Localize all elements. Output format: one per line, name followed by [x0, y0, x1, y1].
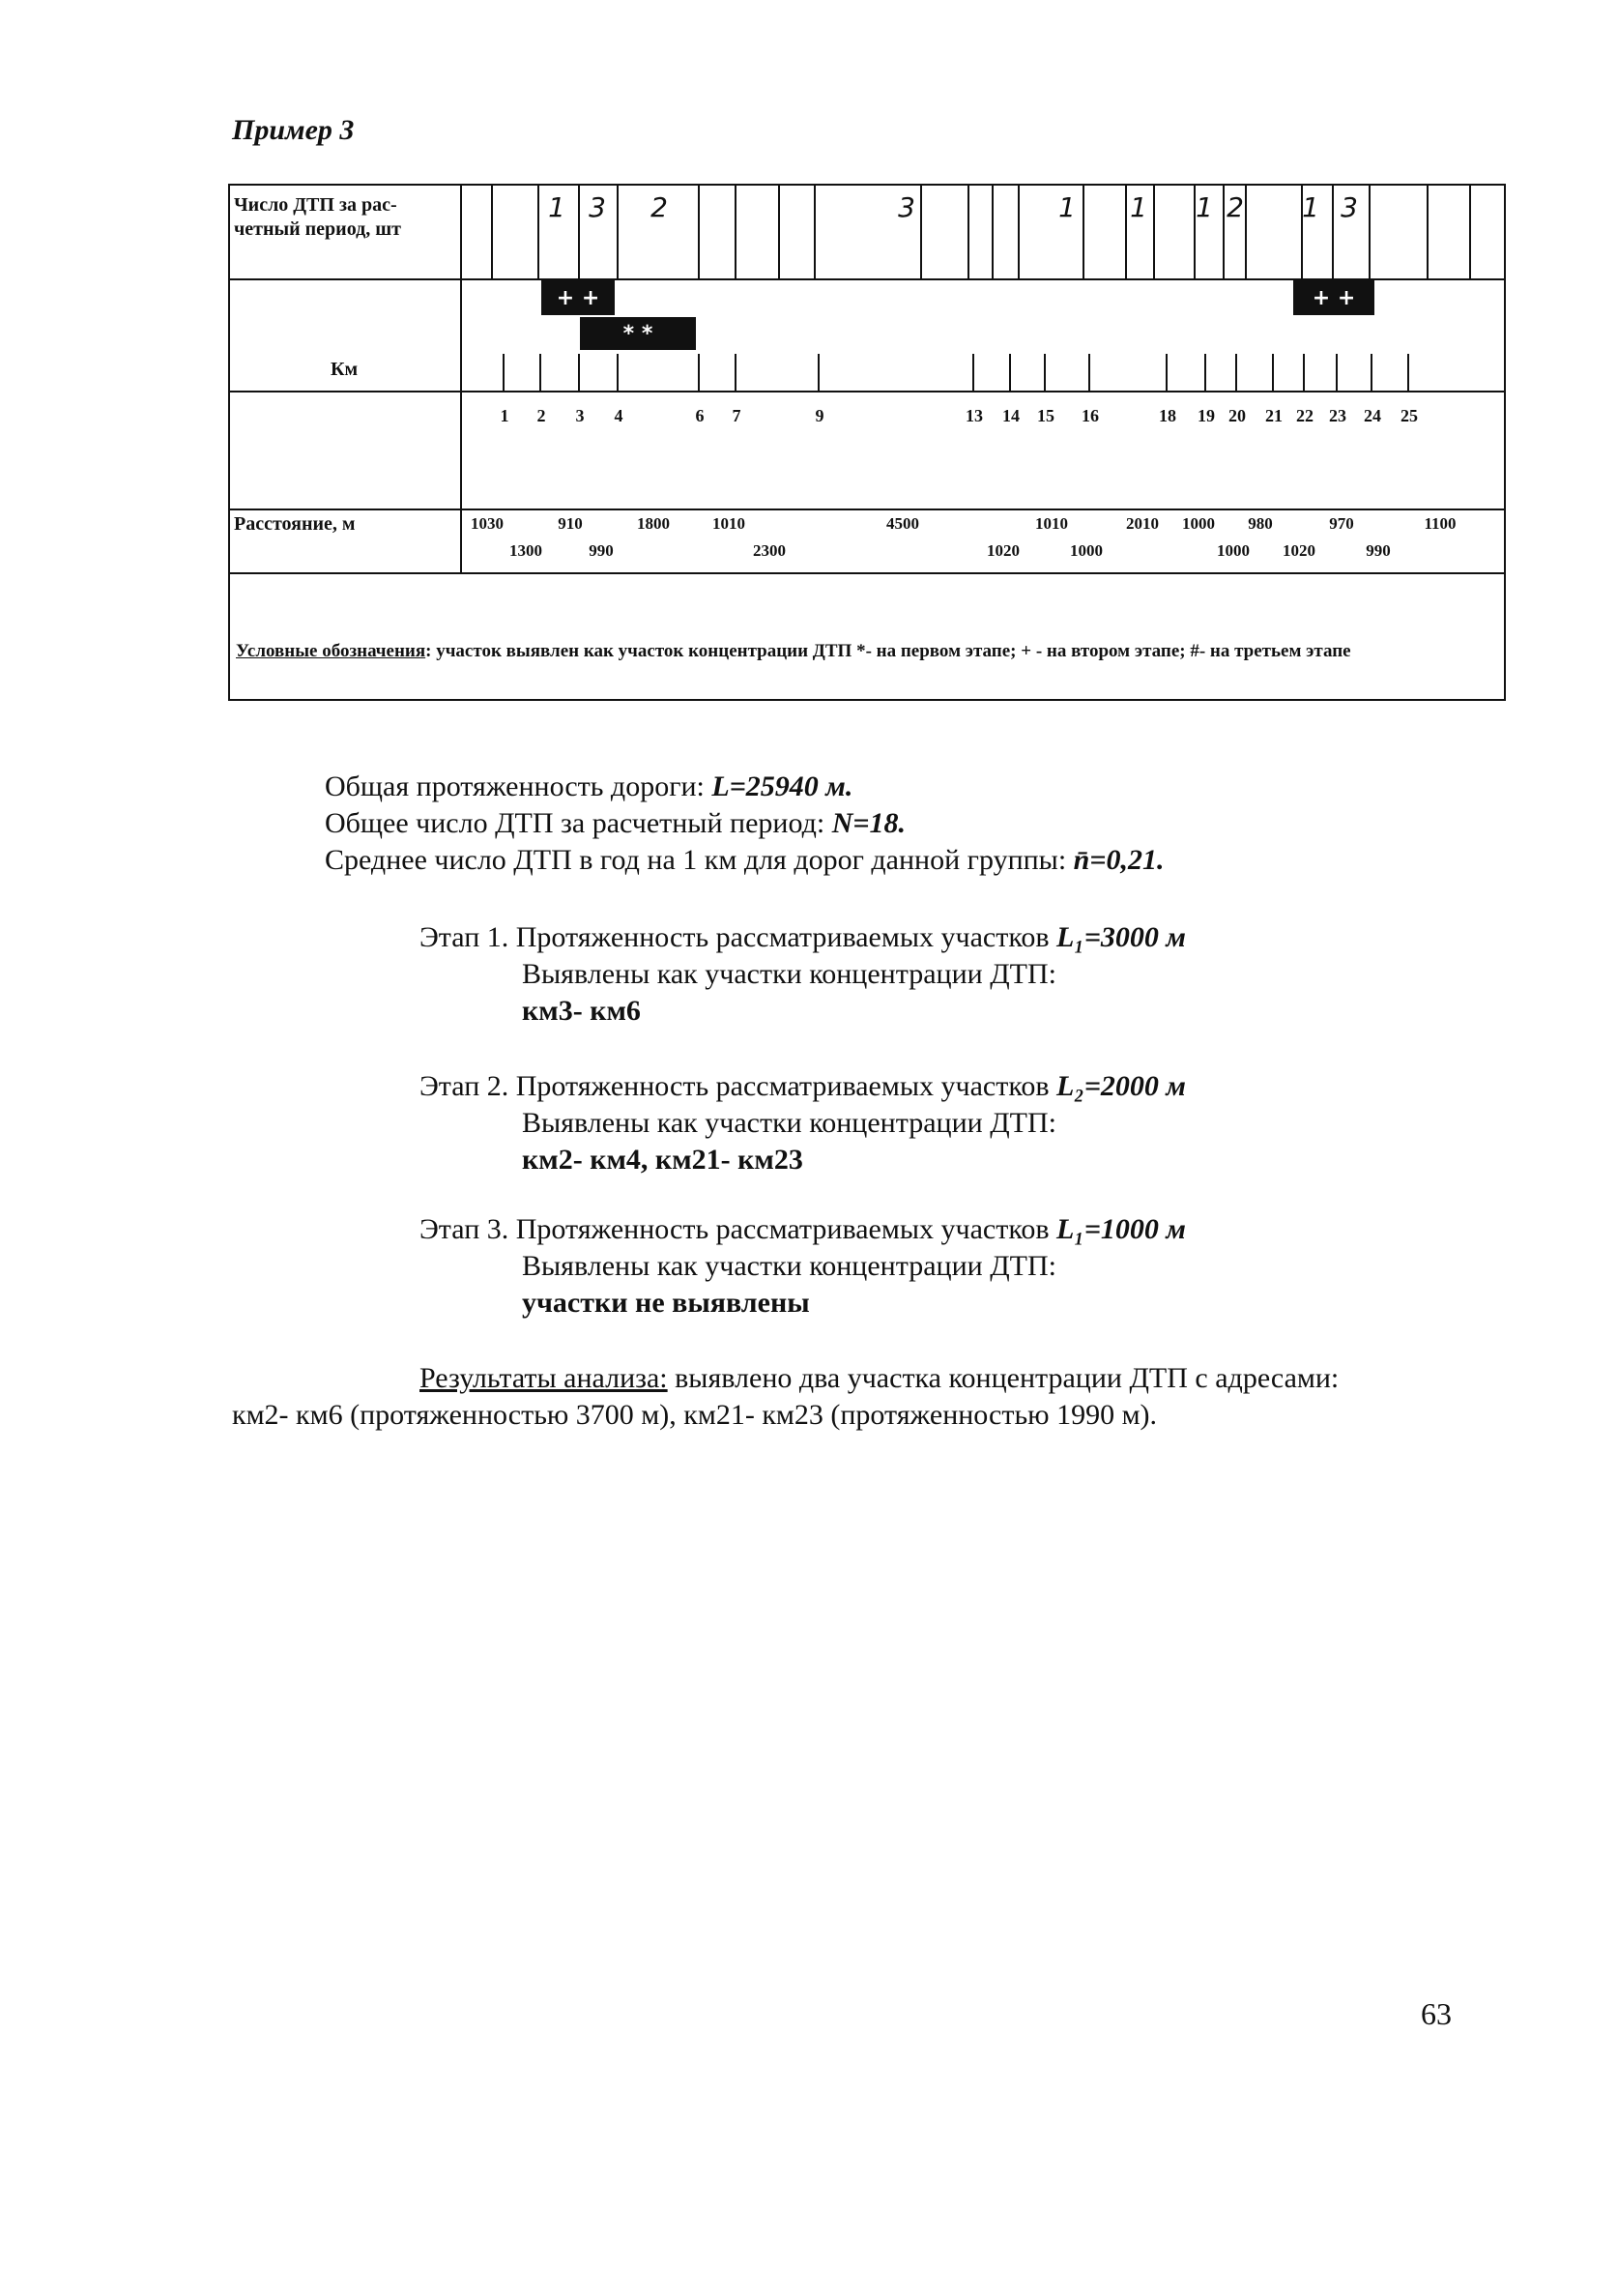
- count-row-label: Число ДТП за рас-четный период, шт: [234, 194, 401, 240]
- distance-value: 1020: [987, 541, 1020, 560]
- row-divider: [230, 509, 1504, 510]
- distance-value: 970: [1329, 514, 1354, 533]
- count-cell-divider: [491, 186, 493, 278]
- stage-1-heading-text: Этап 1. Протяженность рассматриваемых участков: [419, 921, 1057, 953]
- distance-value: 990: [589, 541, 614, 560]
- km-post-tick: [818, 354, 820, 392]
- stage-2-found: Выявлены как участки концентрации ДТП:: [522, 1107, 1056, 1139]
- km-number: 24: [1364, 406, 1381, 425]
- km-post-tick: [617, 354, 619, 392]
- stage-1-result: км3- км6: [522, 995, 641, 1027]
- km-post-tick: [1303, 354, 1305, 392]
- stage-1-found: Выявлены как участки концентрации ДТП:: [522, 958, 1056, 990]
- count-cell-divider: [1427, 186, 1429, 278]
- average-rate-value: n̄=0,21.: [1073, 844, 1165, 876]
- km-post-tick: [1088, 354, 1090, 392]
- km-number: 2: [536, 406, 546, 425]
- km-post-tick: [1336, 354, 1338, 392]
- km-number: 21: [1265, 406, 1283, 425]
- stage1-block-km3-km6: * *: [580, 317, 696, 350]
- km-post-tick: [539, 354, 541, 392]
- example-title: Пример 3: [232, 114, 355, 146]
- stage-1-value: L₁=3000 м: [1056, 921, 1186, 953]
- count-cell-divider: [778, 186, 780, 278]
- results-line-1: [419, 1361, 1339, 1396]
- km-number: 9: [815, 406, 824, 425]
- km-number: 18: [1159, 406, 1176, 425]
- km-number: 3: [575, 406, 585, 425]
- distance-value: 4500: [886, 514, 919, 533]
- legend-title: Условные обозначения: [236, 641, 426, 661]
- stage-1-heading: [419, 920, 1186, 955]
- km-post-tick: [1044, 354, 1046, 392]
- km-post-tick: [698, 354, 700, 392]
- km-number: 15: [1037, 406, 1054, 425]
- stage2-block-km2-km4: + +: [541, 280, 615, 315]
- distance-value: 1010: [712, 514, 745, 533]
- count-cell-divider: [617, 186, 619, 278]
- km-post-tick: [972, 354, 974, 392]
- km-row-label: Км: [331, 359, 359, 380]
- distance-value: 1000: [1070, 541, 1103, 560]
- km-number: 1: [500, 406, 509, 425]
- accident-count: 3: [898, 191, 915, 223]
- km-post-tick: [1166, 354, 1168, 392]
- km-number: 4: [614, 406, 623, 425]
- km-post-tick: [578, 354, 580, 392]
- accident-count: 3: [1341, 191, 1358, 223]
- page-number: 63: [1421, 1996, 1452, 2031]
- stage-3-heading: [419, 1212, 1186, 1247]
- km-number: 13: [966, 406, 983, 425]
- km-baseline: [460, 391, 1504, 392]
- distance-value: 1100: [1424, 514, 1457, 533]
- stage-3-value: L₁=1000 м: [1056, 1213, 1186, 1245]
- count-cell-divider: [698, 186, 700, 278]
- stage-2-value: L₂=2000 м: [1056, 1070, 1186, 1102]
- km-number: 23: [1329, 406, 1346, 425]
- stage-2-result: км2- км4, км21- км23: [522, 1144, 803, 1176]
- km-number: 25: [1400, 406, 1418, 425]
- km-number: 20: [1228, 406, 1246, 425]
- count-cell-divider: [814, 186, 816, 278]
- stage-2-heading: [419, 1069, 1186, 1104]
- average-rate: [325, 843, 1164, 878]
- results-line-2: км2- км6 (протяженностью 3700 м), км21- км23 (протяженностью 1990 м).: [232, 1399, 1158, 1431]
- stage-3-result: участки не выявлены: [522, 1287, 810, 1319]
- count-cell-divider: [1369, 186, 1371, 278]
- legend-text: : участок выявлен как участок концентрации ДТП *- на первом этапе; + - на втором этапе; #- на третьем этапе: [425, 641, 1351, 661]
- row-divider: [230, 572, 1504, 574]
- stage-3-found: Выявлены как участки концентрации ДТП:: [522, 1250, 1056, 1282]
- distance-value: 990: [1366, 541, 1391, 560]
- accident-count: 1: [1196, 191, 1213, 223]
- distance-value: 980: [1248, 514, 1273, 533]
- stage-2-heading-text: Этап 2. Протяженность рассматриваемых участков: [419, 1070, 1057, 1102]
- km-number: 7: [732, 406, 741, 425]
- distance-value: 2010: [1126, 514, 1159, 533]
- count-cell-divider: [1018, 186, 1020, 278]
- distance-row-label: Расстояние, м: [234, 513, 356, 535]
- total-length: [325, 770, 852, 804]
- distance-value: 1030: [471, 514, 504, 533]
- accident-count: 1: [1302, 191, 1319, 223]
- average-rate-label: Среднее число ДТП в год на 1 км для дорог данной группы:: [325, 844, 1074, 876]
- distance-value: 2300: [753, 541, 786, 560]
- count-cell-divider: [735, 186, 736, 278]
- km-number: 16: [1082, 406, 1099, 425]
- km-number: 19: [1198, 406, 1215, 425]
- total-length-value: L=25940 м.: [711, 770, 853, 802]
- km-post-tick: [735, 354, 736, 392]
- km-post-tick: [1204, 354, 1206, 392]
- stage-3-heading-text: Этап 3. Протяженность рассматриваемых участков: [419, 1213, 1057, 1245]
- distance-value: 1010: [1035, 514, 1068, 533]
- accident-count: 2: [1227, 191, 1244, 223]
- distance-value: 910: [558, 514, 583, 533]
- distance-value: 1000: [1182, 514, 1215, 533]
- km-number: 14: [1002, 406, 1020, 425]
- stage2-block-km21-km23: + +: [1293, 280, 1374, 315]
- km-post-tick: [1009, 354, 1011, 392]
- results-label: Результаты анализа:: [419, 1362, 668, 1394]
- total-length-label: Общая протяженность дороги:: [325, 770, 712, 802]
- km-post-tick: [1272, 354, 1274, 392]
- total-count-label: Общее число ДТП за расчетный период:: [325, 807, 832, 839]
- total-count: [325, 806, 906, 841]
- km-post-tick: [1371, 354, 1372, 392]
- count-cell-divider: [967, 186, 969, 278]
- km-post-tick: [1235, 354, 1237, 392]
- total-count-value: N=18.: [831, 807, 906, 839]
- distance-value: 1000: [1217, 541, 1250, 560]
- count-cell-divider: [992, 186, 994, 278]
- distance-value: 1300: [509, 541, 542, 560]
- distance-value: 1800: [637, 514, 670, 533]
- results-text-1: выявлено два участка концентрации ДТП с адресами:: [667, 1362, 1340, 1394]
- accident-count: 1: [1058, 191, 1076, 223]
- km-post-tick: [503, 354, 505, 392]
- accident-count: 3: [589, 191, 606, 223]
- accident-count: 1: [1130, 191, 1147, 223]
- legend: [236, 638, 1492, 665]
- km-post-tick: [1407, 354, 1409, 392]
- count-cell-divider: [1469, 186, 1471, 278]
- accident-count: 2: [650, 191, 668, 223]
- distance-value: 1020: [1283, 541, 1315, 560]
- accident-count: 1: [548, 191, 565, 223]
- km-number: 22: [1296, 406, 1314, 425]
- km-number: 6: [695, 406, 705, 425]
- road-diagram: [228, 184, 1506, 701]
